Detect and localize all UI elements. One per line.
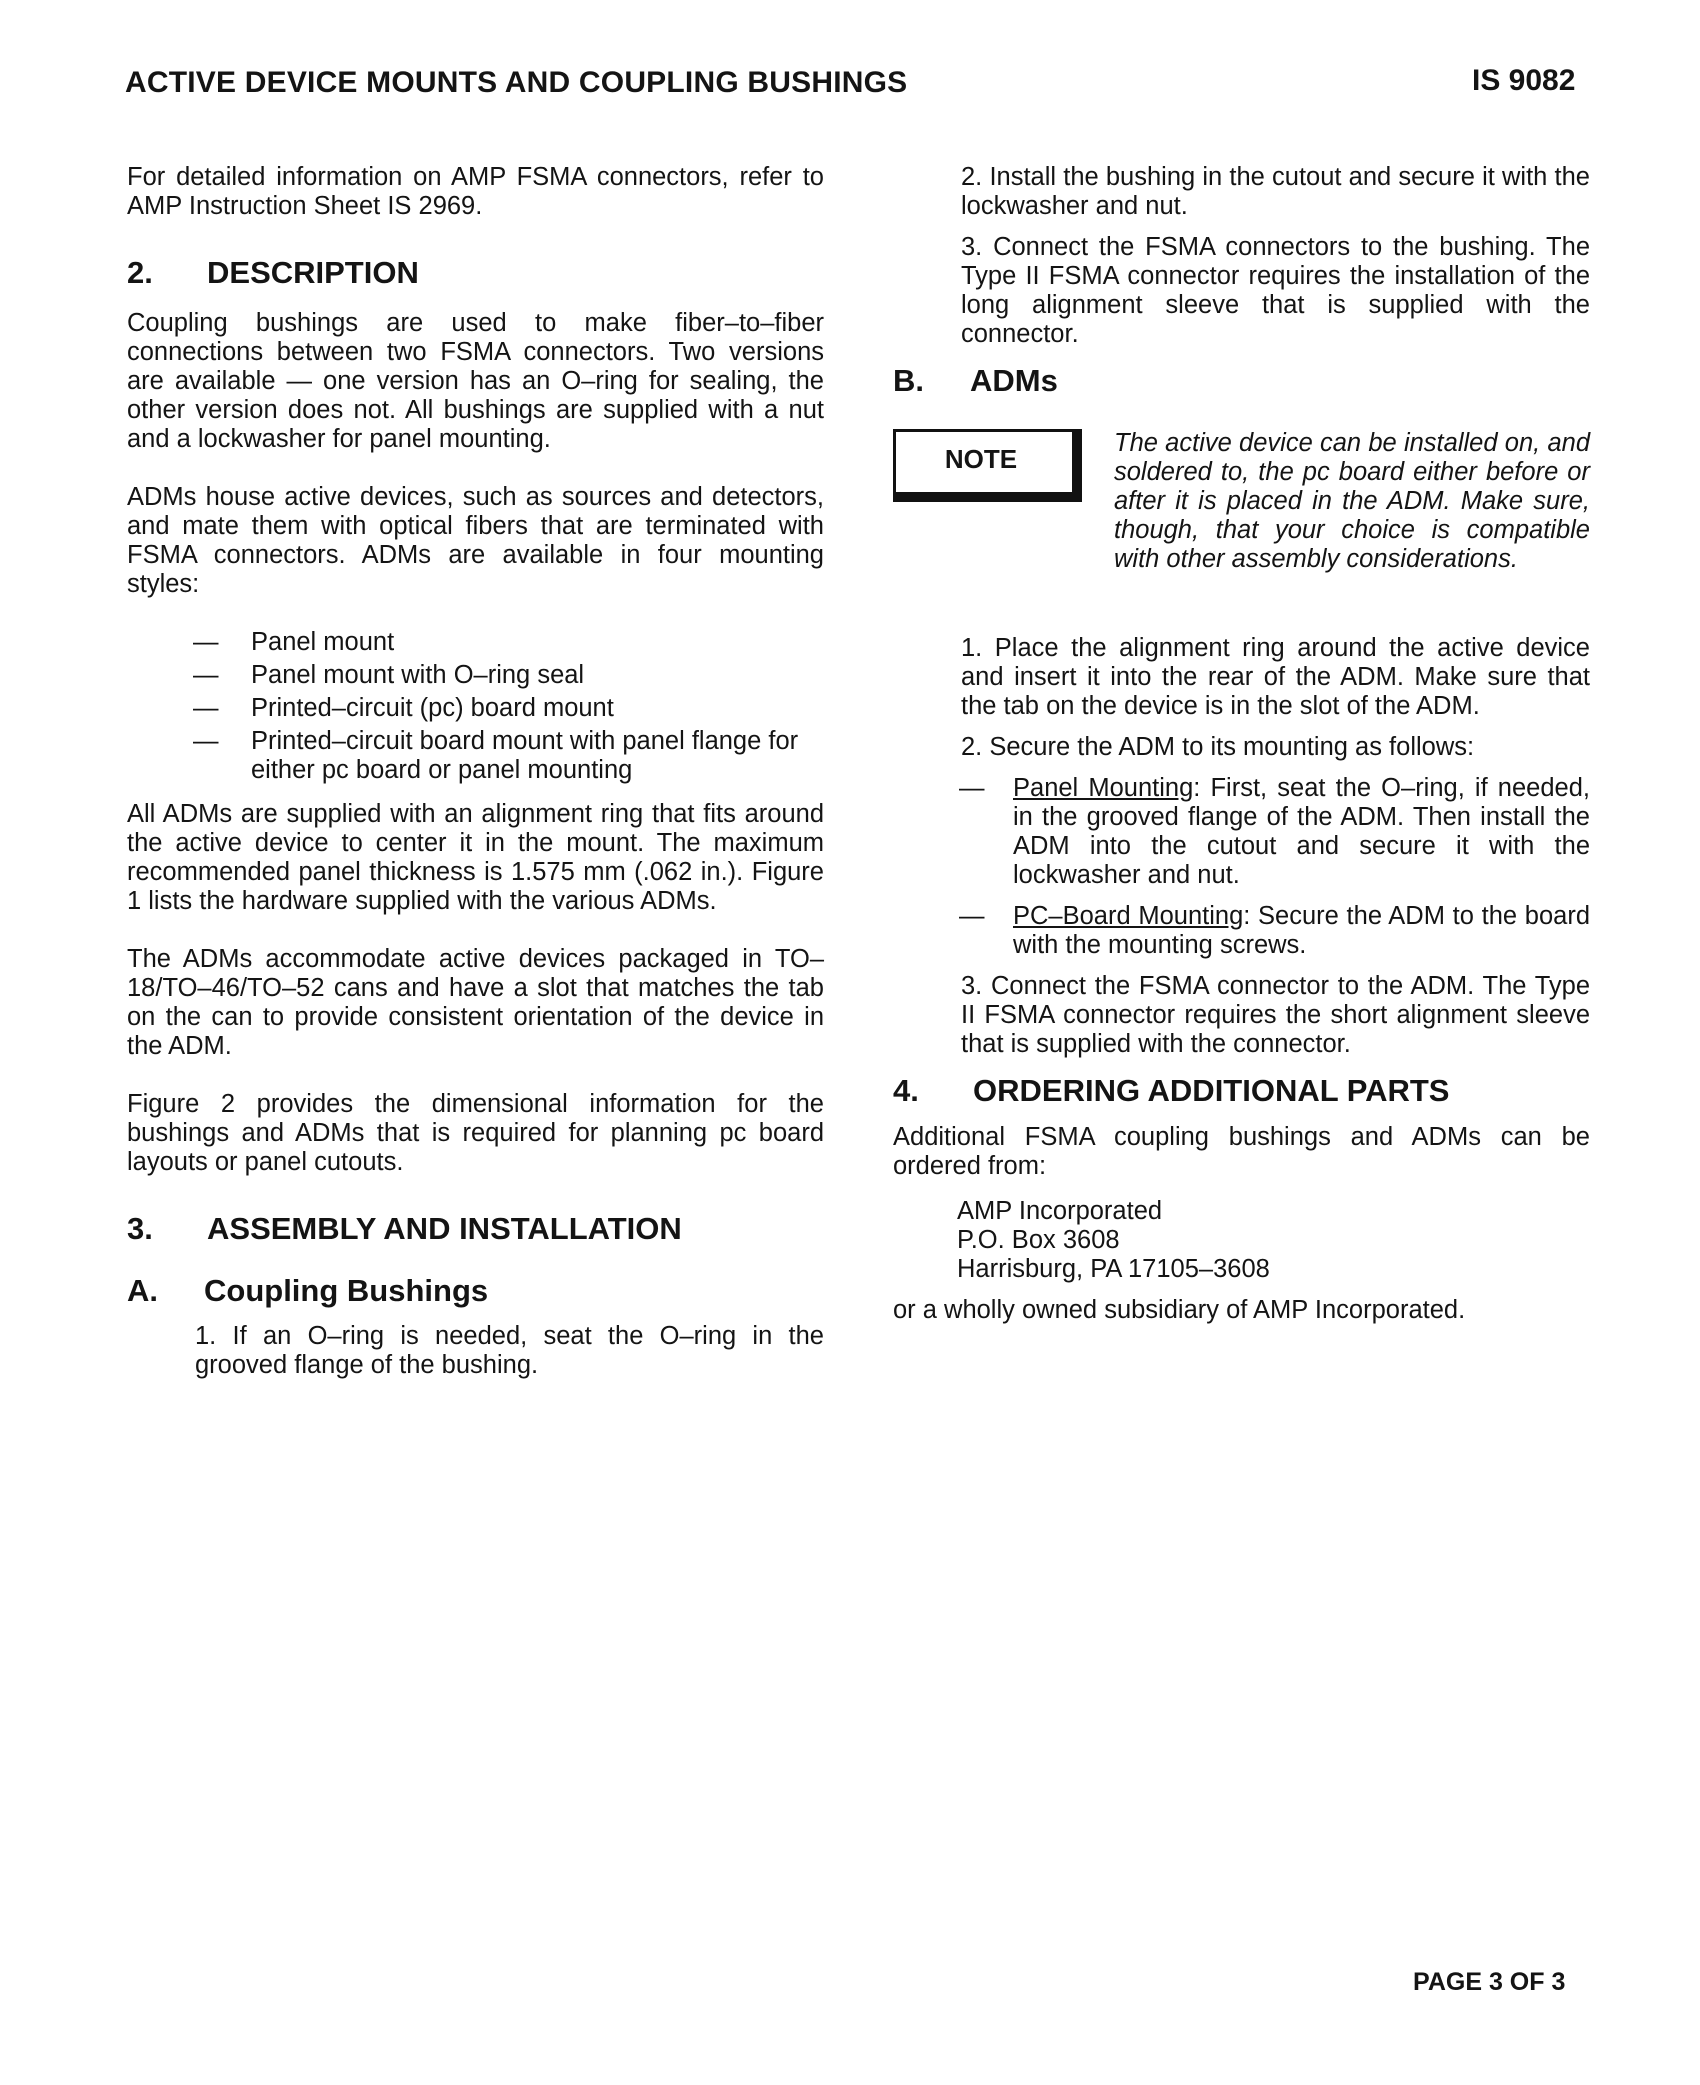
ordering-intro: Additional FSMA coupling bushings and ADMs can be ordered from:	[893, 1123, 1590, 1180]
pcb-mounting-label: PC–Board Mounting	[1013, 902, 1244, 930]
right-column	[893, 163, 1590, 1325]
panel-mounting-text: : First, seat the O–ring, if needed, in the grooved flange of the ADM. Then install the ADM into the cutout and secure it with the lockwasher and nut.	[1013, 774, 1590, 889]
document-title: ACTIVE DEVICE MOUNTS AND COUPLING BUSHINGS	[125, 66, 908, 99]
section-3-heading	[127, 1211, 824, 1247]
section-number: 3.	[127, 1211, 153, 1246]
address-line: Harrisburg, PA 17105–3608	[957, 1255, 1270, 1283]
left-column	[127, 163, 824, 1380]
dash-bullet: —	[193, 661, 219, 689]
note-text: The active device can be installed on, and soldered to, the pc board either before or after it is placed in the ADM. Make sure, though, that your choice is compatible with other assembly considerations.	[1114, 429, 1590, 573]
adm-step-3: 3. Connect the FSMA connector to the ADM. The Type II FSMA connector requires the short alignment sleeve that is supplied with the connector.	[961, 972, 1590, 1058]
dash-bullet: —	[193, 694, 219, 722]
page-number: PAGE 3 OF 3	[1413, 1968, 1566, 1996]
subsection-title: ADMs	[970, 363, 1058, 398]
mailing-address	[893, 1197, 1590, 1284]
section-4-heading	[893, 1073, 1590, 1109]
note-callout	[893, 429, 1590, 604]
list-item: — Printed–circuit (pc) board mount	[193, 694, 614, 722]
subsection-letter: A.	[127, 1273, 158, 1308]
subsection-title: Coupling Bushings	[204, 1273, 489, 1308]
list-item: — Panel mount with O–ring seal	[193, 661, 585, 689]
pcb-mounting-text: : Secure the ADM to the board with the mounting screws.	[1013, 902, 1591, 959]
bushing-step-3: 3. Connect the FSMA connectors to the bushing. The Type II FSMA connector requires the installation of the long alignment sleeve that is supplied with the connector.	[961, 233, 1590, 348]
intro-paragraph: For detailed information on AMP FSMA connectors, refer to AMP Instruction Sheet IS 2969.	[127, 163, 824, 220]
subsection-a-heading	[127, 1273, 824, 1309]
address-line: AMP Incorporated	[957, 1197, 1163, 1225]
adm-step-1: 1. Place the alignment ring around the active device and insert it into the rear of the ADM. Make sure that the tab on the device is in the slot of the ADM.	[961, 634, 1590, 720]
section-title: ASSEMBLY AND INSTALLATION	[207, 1211, 682, 1246]
bushing-step-1: 1. If an O–ring is needed, seat the O–ring in the grooved flange of the bushing.	[195, 1322, 824, 1379]
description-paragraph-3: All ADMs are supplied with an alignment ring that fits around the active device to center it in the mount. The maximum recommended panel thickness is 1.575 mm (.062 in.). Figure 1 lists the hardware supplied with the various ADMs.	[127, 800, 824, 915]
description-paragraph-2: ADMs house active devices, such as sources and detectors, and mate them with optical fibers that are terminated with FSMA connectors. ADMs are available in four mounting styles:	[127, 483, 824, 598]
description-paragraph-4: The ADMs accommodate active devices packaged in TO–18/TO–46/TO–52 cans and have a slot that matches the tab on the can to provide consistent orientation of the device in the ADM.	[127, 945, 824, 1060]
description-paragraph-5: Figure 2 provides the dimensional information for the bushings and ADMs that is required for planning pc board layouts or panel cutouts.	[127, 1090, 824, 1176]
document-number: IS 9082	[1472, 64, 1576, 97]
panel-mounting-item	[893, 774, 1590, 890]
subsection-b-heading	[893, 363, 1590, 399]
dash-bullet: —	[959, 902, 985, 930]
section-number: 2.	[127, 255, 153, 290]
dash-bullet: —	[193, 628, 219, 656]
section-title: DESCRIPTION	[207, 255, 419, 290]
section-title: ORDERING ADDITIONAL PARTS	[973, 1073, 1450, 1108]
list-item: — Printed–circuit board mount with panel flange for either pc board or panel mounting	[193, 727, 799, 784]
description-paragraph-1: Coupling bushings are used to make fiber–to–fiber connections between two FSMA connectors. Two versions are available — one version has an O–ring for sealing, the other version does not. All bushings are supplied with a nut and a lockwasher for panel mounting.	[127, 309, 824, 453]
adm-step-2: 2. Secure the ADM to its mounting as follows:	[961, 733, 1475, 761]
dash-bullet: —	[193, 727, 219, 755]
section-number: 4.	[893, 1073, 919, 1108]
subsection-letter: B.	[893, 363, 924, 398]
bushing-step-2: 2. Install the bushing in the cutout and secure it with the lockwasher and nut.	[961, 163, 1590, 220]
list-item: — Panel mount	[193, 628, 395, 656]
panel-mounting-label: Panel Mounting	[1013, 774, 1194, 802]
mounting-styles-list	[127, 628, 824, 785]
dash-bullet: —	[959, 774, 985, 802]
note-label: NOTE	[944, 444, 1018, 474]
pcb-mounting-item	[893, 902, 1590, 960]
ordering-outro: or a wholly owned subsidiary of AMP Incorporated.	[893, 1296, 1466, 1324]
address-line: P.O. Box 3608	[957, 1226, 1120, 1254]
section-2-heading	[127, 255, 824, 291]
